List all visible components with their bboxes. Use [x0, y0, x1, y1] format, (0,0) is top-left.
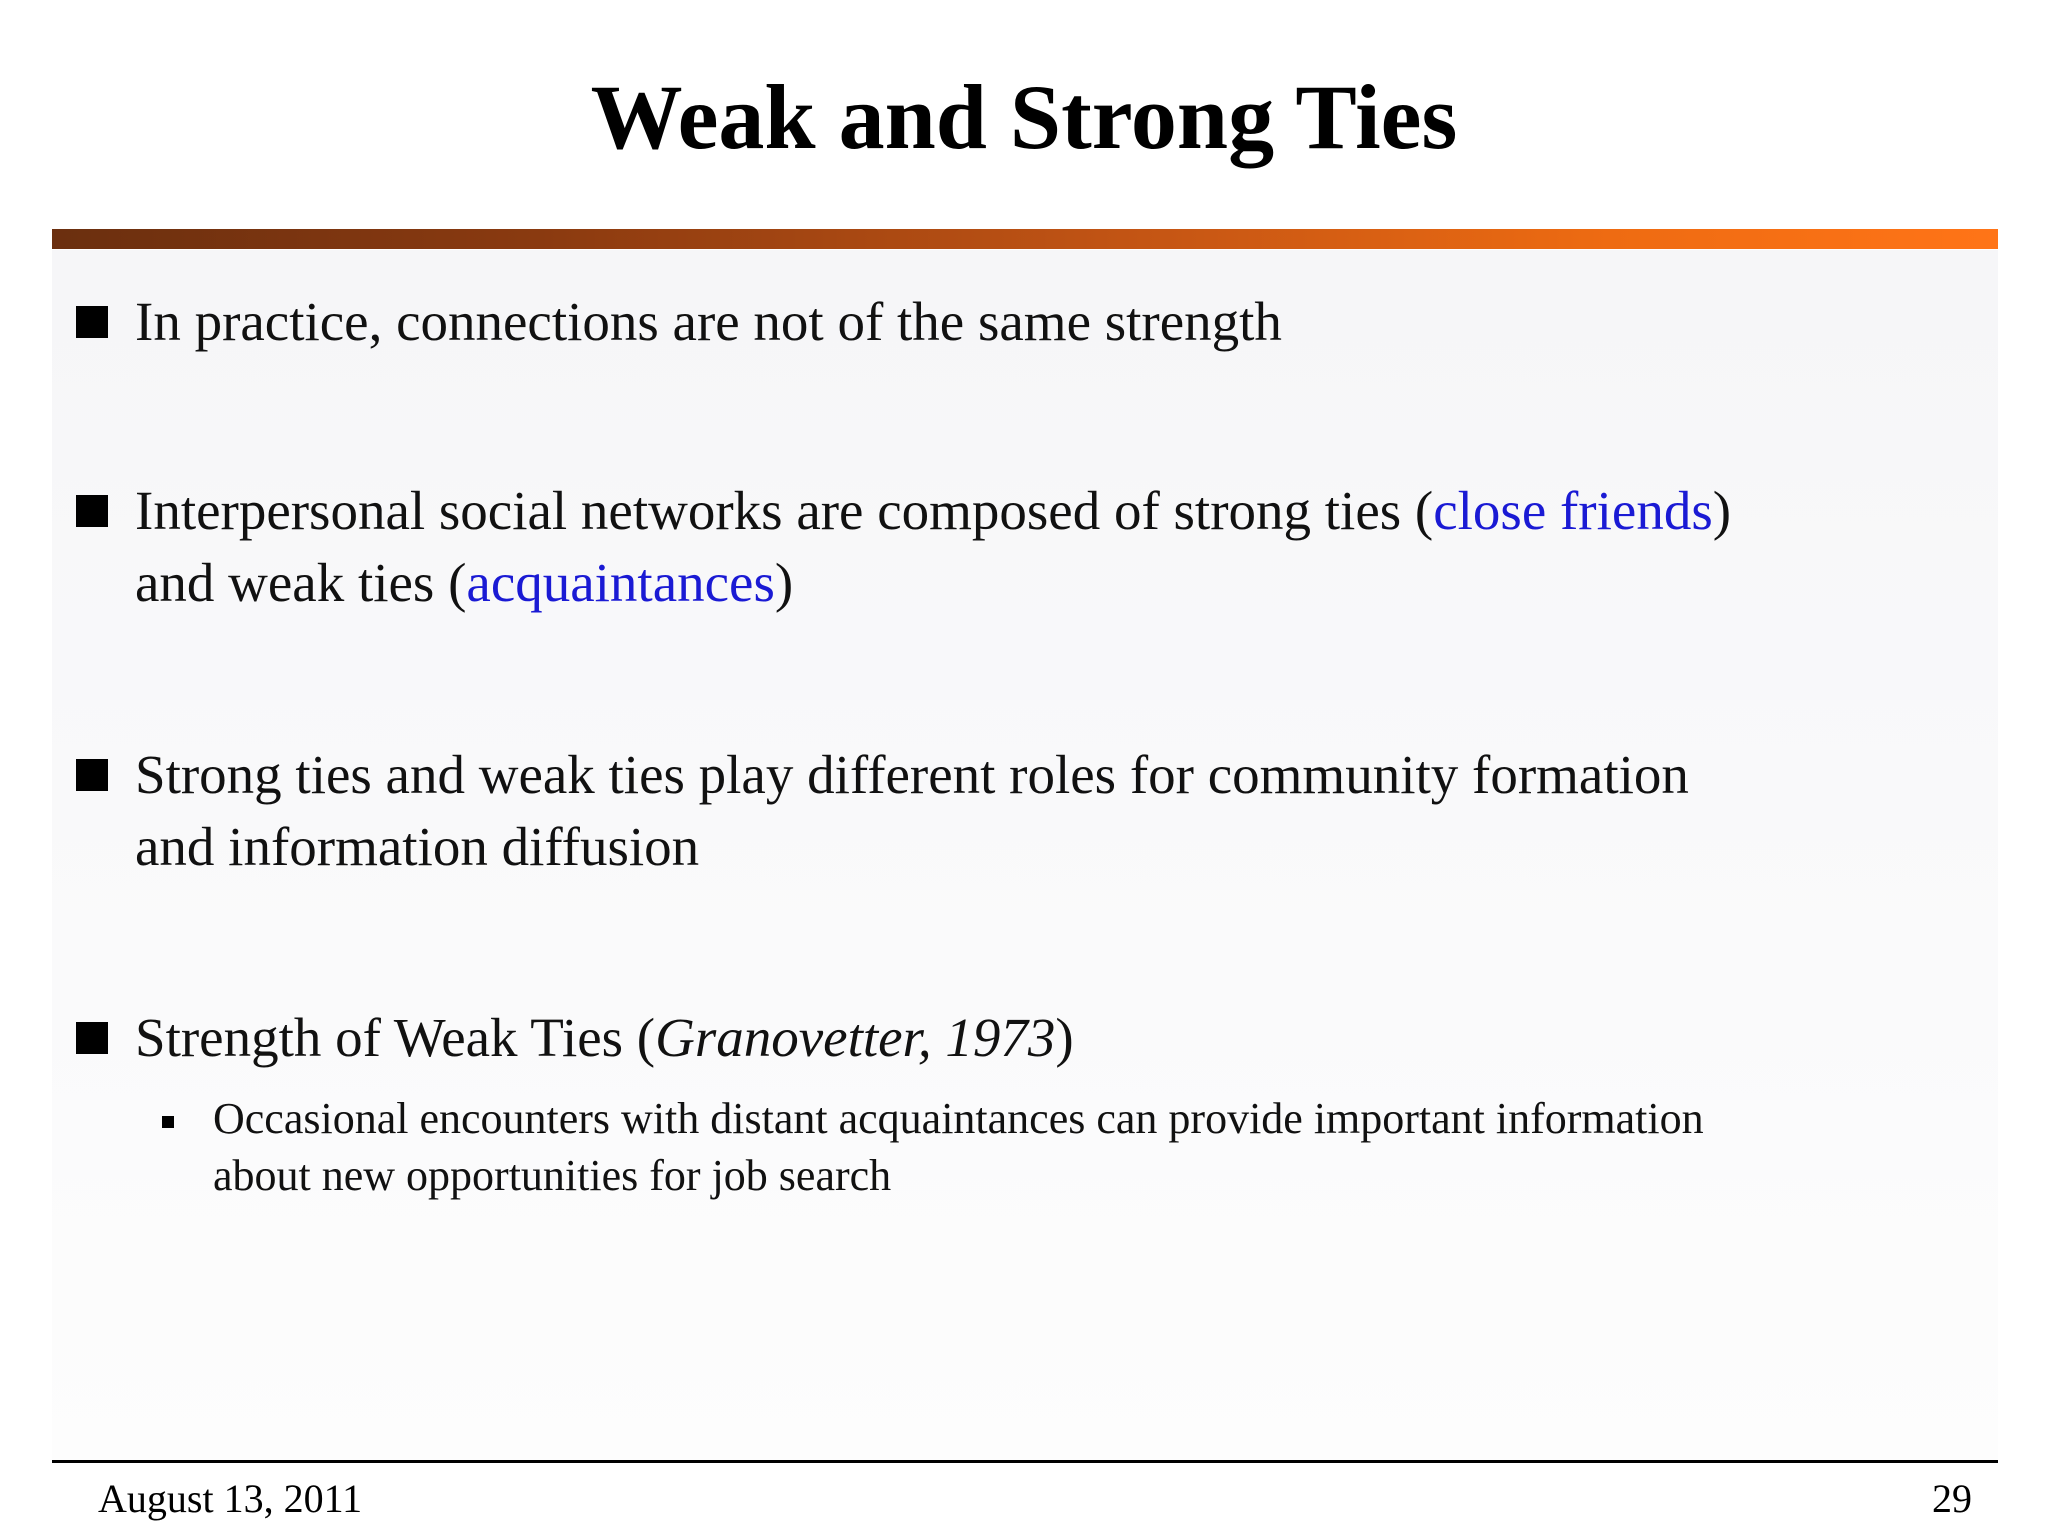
sub-bullet-line-2: about new opportunities for job search [213, 1151, 892, 1200]
footer-date: August 13, 2011 [98, 1476, 363, 1521]
bullet-text [135, 739, 2035, 883]
text-segment: Strength of Weak Ties ( [135, 1007, 656, 1068]
slide-title: Weak and Strong Ties [590, 66, 1458, 168]
term-close-friends: close friends [1433, 480, 1713, 541]
sub-bullet-line-1: Occasional encounters with distant acquaintances can provide important information [213, 1094, 1704, 1143]
text-segment: ) [1712, 480, 1732, 541]
bullet-text [135, 286, 2035, 358]
small-square-bullet-icon [162, 1116, 174, 1128]
bullet-line-1 [135, 475, 2035, 547]
square-bullet-icon [76, 759, 108, 791]
text-segment: and weak ties ( [135, 552, 467, 613]
bullet-line-2: and information diffusion [135, 816, 700, 877]
bullet-line-1: Strong ties and weak ties play different roles for community formation [135, 744, 1689, 805]
page-number: 29 [1932, 1476, 1972, 1521]
square-bullet-icon [76, 1022, 108, 1054]
bullet-line-1: In practice, connections are not of the same strength [135, 291, 1282, 352]
bullet-text [135, 1002, 2035, 1074]
square-bullet-icon [76, 306, 108, 338]
term-acquaintances: acquaintances [466, 552, 775, 613]
sub-bullet-text [213, 1090, 1704, 1204]
bullet-line-2 [135, 547, 2035, 619]
footer-divider [52, 1460, 1998, 1463]
text-segment: Interpersonal social networks are composed of strong ties ( [135, 480, 1434, 541]
citation: Granovetter, 1973 [655, 1007, 1056, 1068]
bullet-text [135, 475, 2035, 619]
square-bullet-icon [76, 495, 108, 527]
text-segment: ) [774, 552, 794, 613]
text-segment: ) [1055, 1007, 1074, 1068]
